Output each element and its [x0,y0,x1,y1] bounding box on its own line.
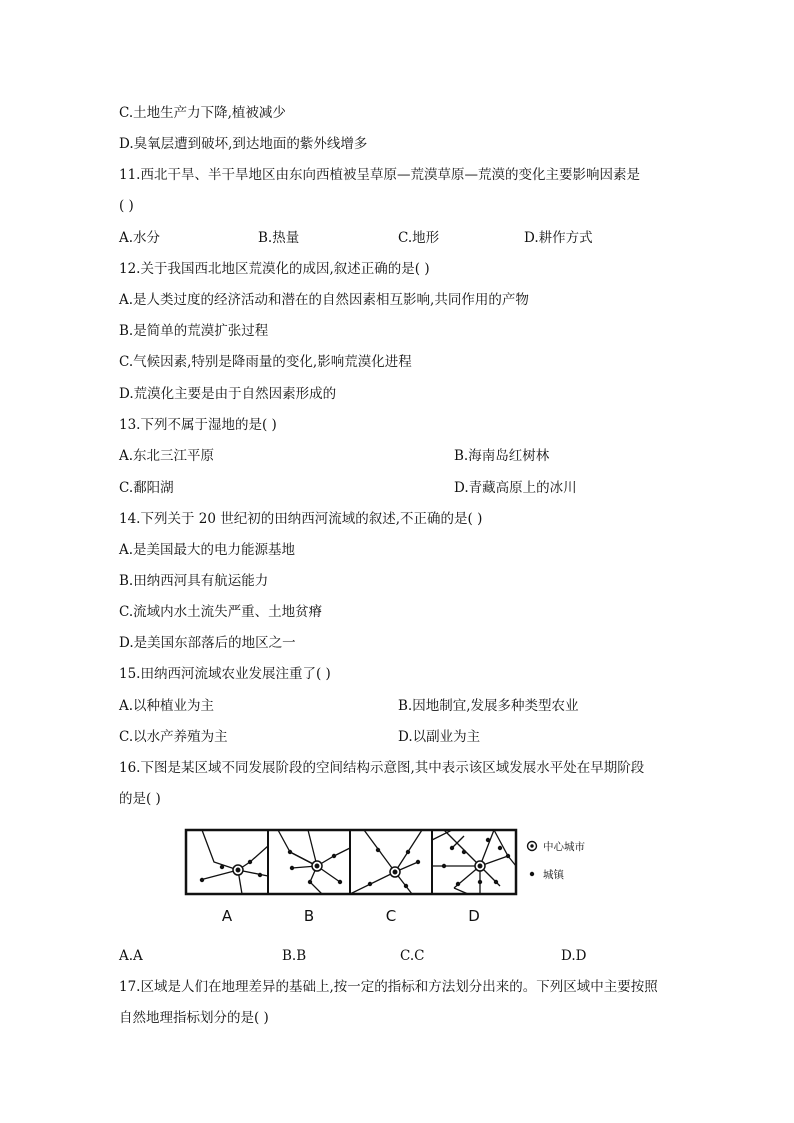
legend-center-city [528,840,586,853]
q12-option-a: A.是人类过度的经济活动和潜在的自然因素相互影响,共同作用的产物 [119,292,529,308]
q12-option-b: B.是简单的荒漠扩张过程 [119,323,269,339]
q15-stem: 15.田纳西河流域农业发展注重了( ) [119,666,331,682]
q11-option-a: A.水分 [119,230,161,246]
legend-town [530,868,566,881]
q16-option-a: A.A [119,948,143,964]
panel-label-a: A [221,907,233,925]
q14-option-a: A.是美国最大的电力能源基地 [119,542,296,558]
panel-label-c: C [385,907,397,925]
q14-option-d: D.是美国东部落后的地区之一 [119,635,296,651]
q13-option-a: A.东北三江平原 [119,448,215,464]
panel-b-map [278,830,350,894]
q16-option-d: D.D [561,948,587,964]
legend-center-city-label: 中心城市 [543,841,585,853]
q16-stem-line1: 16.下图是某区域不同发展阶段的空间结构示意图,其中表示该区域发展水平处在早期阶段 [119,760,645,776]
q13-stem: 13.下列不属于湿地的是( ) [119,417,277,433]
q10-option-c: C.土地生产力下降,植被减少 [119,105,286,121]
q16-stem-line2: 的是( ) [119,791,161,807]
q15-option-c: C.以水产养殖为主 [119,729,228,745]
panel-label-b: B [303,907,315,925]
q17-stem-line1: 17.区域是人们在地理差异的基础上,按一定的指标和方法划分出来的。下列区域中主要按照 [119,979,658,995]
spatial-structure-figure [182,826,602,936]
q11-stem-line1: 11.西北干旱、半干旱地区由东向西植被呈草原—荒漠草原—荒漠的变化主要影响因素是 [119,167,640,183]
q12-option-d: D.荒漠化主要是由于自然因素形成的 [119,386,337,402]
q16-option-b: B.B [282,948,307,964]
legend-town-label: 城镇 [543,869,564,881]
q14-stem: 14.下列关于 20 世纪初的田纳西河流域的叙述,不正确的是( ) [119,511,483,527]
panel-c-map [350,830,422,894]
q10-option-d: D.臭氧层遭到破坏,到达地面的紫外线增多 [119,136,368,152]
q12-option-c: C.气候因素,特别是降雨量的变化,影响荒漠化进程 [119,354,412,370]
q13-option-d: D.青藏高原上的冰川 [454,480,577,496]
q11-option-d: D.耕作方式 [524,230,593,246]
q15-option-a: A.以种植业为主 [119,698,215,714]
q16-option-c: C.C [400,948,425,964]
q17-stem-line2: 自然地理指标划分的是( ) [119,1010,269,1026]
q11-stem-line2: ( ) [119,198,134,214]
q11-option-c: C.地形 [398,230,440,246]
panel-label-d: D [468,907,480,925]
q15-option-b: B.因地制宜,发展多种类型农业 [398,698,579,714]
panel-a-map [200,830,268,894]
q14-option-b: B.田纳西河具有航运能力 [119,573,269,589]
q13-option-c: C.鄱阳湖 [119,480,174,496]
q12-stem: 12.关于我国西北地区荒漠化的成因,叙述正确的是( ) [119,261,430,277]
q13-option-b: B.海南岛红树林 [454,448,550,464]
q11-option-b: B.热量 [258,230,300,246]
q14-option-c: C.流域内水土流失严重、土地贫瘠 [119,604,323,620]
q15-option-d: D.以副业为主 [398,729,481,745]
town-icon [530,872,534,876]
panel-d-map [432,830,516,894]
